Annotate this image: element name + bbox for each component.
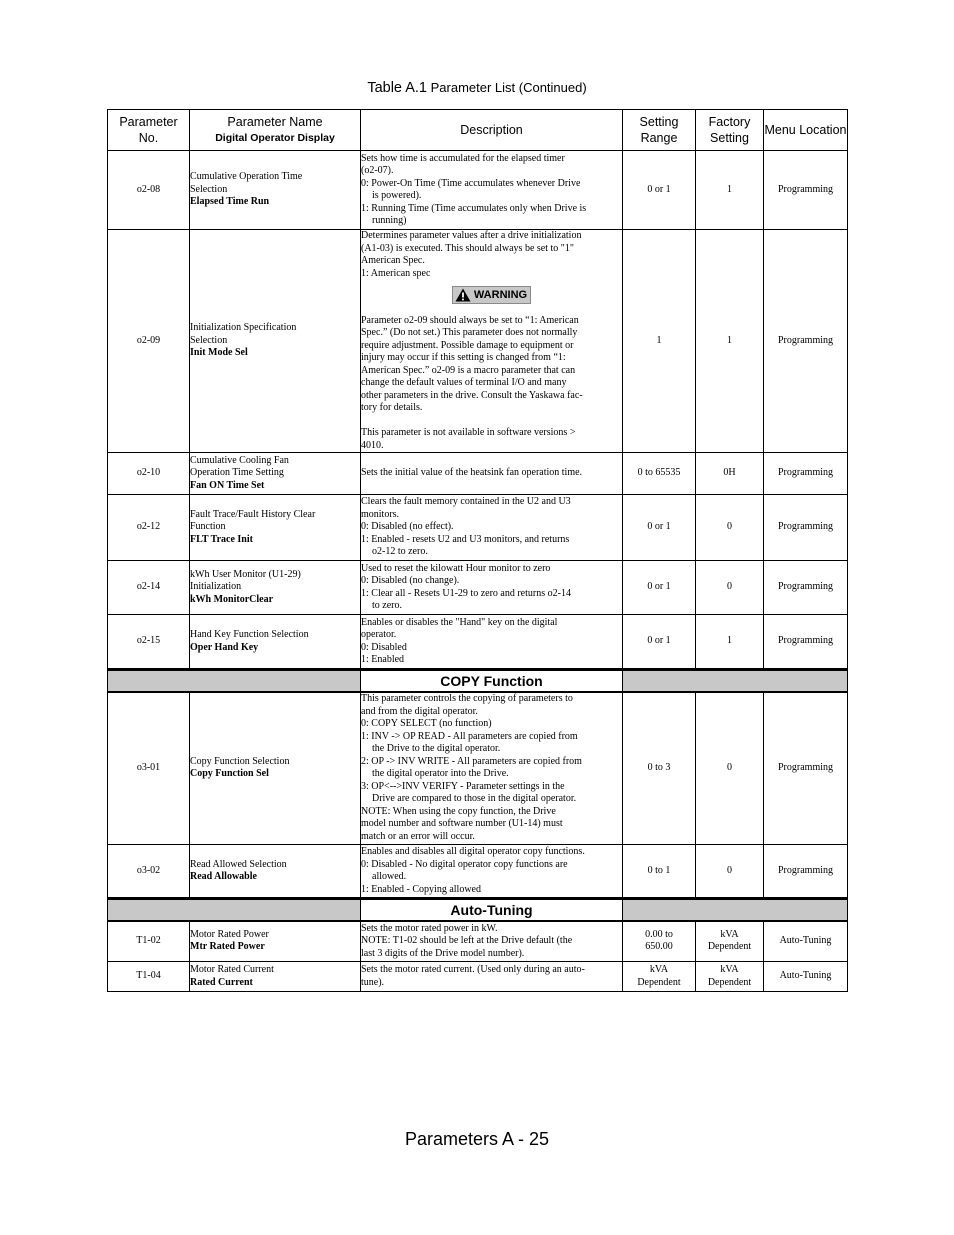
section-row-copy-function	[108, 670, 848, 692]
menu-location: Programming	[764, 495, 848, 561]
param-no: T1-04	[108, 962, 190, 992]
table-row	[108, 151, 848, 230]
header-param-no: Parameter No.	[108, 110, 190, 151]
section-title: COPY Function	[361, 670, 623, 692]
table-row	[108, 453, 848, 495]
param-no: o2-08	[108, 151, 190, 230]
menu-location: Programming	[764, 692, 848, 845]
menu-location: Programming	[764, 151, 848, 230]
factory-setting: kVA Dependent	[696, 921, 764, 962]
factory-setting: 0	[696, 561, 764, 615]
setting-range: 1	[623, 230, 696, 453]
param-name: Read Allowed Selection Read Allowable	[190, 845, 361, 899]
param-no: o2-15	[108, 615, 190, 670]
table-row	[108, 615, 848, 670]
setting-range: 0 to 3	[623, 692, 696, 845]
setting-range: 0 or 1	[623, 151, 696, 230]
warning-badge: WARNING	[452, 286, 531, 304]
param-no: T1-02	[108, 921, 190, 962]
setting-range: 0 to 65535	[623, 453, 696, 495]
param-name: Cumulative Operation Time Selection Elapsed Time Run	[190, 151, 361, 230]
factory-setting: 1	[696, 615, 764, 670]
param-no: o2-14	[108, 561, 190, 615]
param-name: Motor Rated Current Rated Current	[190, 962, 361, 992]
param-no: o2-10	[108, 453, 190, 495]
setting-range: 0 or 1	[623, 561, 696, 615]
menu-location: Programming	[764, 230, 848, 453]
factory-setting: 0	[696, 845, 764, 899]
table-header-row	[108, 110, 848, 151]
table-row	[108, 845, 848, 899]
header-menu-location: Menu Location	[764, 110, 848, 151]
factory-setting: 1	[696, 230, 764, 453]
parameter-table	[107, 109, 848, 992]
param-name: Initialization Specification Selection Init Mode Sel	[190, 230, 361, 453]
param-description: Clears the fault memory contained in the U2 and U3 monitors. 0: Disabled (no effect). 1: Enabled - resets U2 and U3 monitors, and returns o2-12 to zero.	[361, 495, 623, 561]
param-description: Sets the motor rated current. (Used only during an auto- tune).	[361, 962, 623, 992]
section-title: Auto-Tuning	[361, 899, 623, 921]
table-row	[108, 561, 848, 615]
setting-range: 0 to 1	[623, 845, 696, 899]
table-row	[108, 230, 848, 453]
param-no: o2-09	[108, 230, 190, 453]
factory-setting: 0	[696, 495, 764, 561]
param-description: Sets the motor rated power in kW. NOTE: T1-02 should be left at the Drive default (the last 3 digits of the Drive model number).	[361, 921, 623, 962]
param-description: Used to reset the kilowatt Hour monitor to zero 0: Disabled (no change). 1: Clear all - Resets U1-29 to zero and returns o2-14 to zero.	[361, 561, 623, 615]
factory-setting: 0H	[696, 453, 764, 495]
setting-range: 0 or 1	[623, 495, 696, 561]
param-description: Sets the initial value of the heatsink fan operation time.	[361, 453, 623, 495]
param-no: o3-02	[108, 845, 190, 899]
menu-location: Programming	[764, 453, 848, 495]
header-factory-setting: Factory Setting	[696, 110, 764, 151]
table-row	[108, 495, 848, 561]
param-description: Determines parameter values after a drive initialization (A1-03) is executed. This should always be set to "1" American Spec. 1: American spec WARNING Parameter o2-09 should always be set to “1: American Spec.” (Do not set.) This parameter does not normally require adjustment. Possible damage to equipment or injury may occur if this setting is changed from “1: American Spec.” o2-09 is a macro parameter that can change the default values of terminal I/O and many other parameters in the drive. Consult the Yaskawa fac- tory for details. This parameter is not available in software versions > 4010.	[361, 230, 623, 453]
menu-location: Programming	[764, 615, 848, 670]
param-name: Copy Function Selection Copy Function Sel	[190, 692, 361, 845]
setting-range: kVA Dependent	[623, 962, 696, 992]
factory-setting: kVA Dependent	[696, 962, 764, 992]
param-name: Cumulative Cooling Fan Operation Time Setting Fan ON Time Set	[190, 453, 361, 495]
param-no: o3-01	[108, 692, 190, 845]
factory-setting: 1	[696, 151, 764, 230]
param-description: This parameter controls the copying of parameters to and from the digital operator. 0: COPY SELECT (no function) 1: INV -> OP READ - All parameters are copied from the Drive to the digital operator. 2: OP -> INV WRITE - All parameters are copied from the digital operator into the Drive. 3: OP<-->INV VERIFY - Parameter settings in the Drive are compared to those in the digital operator. NOTE: When using the copy function, the Drive model number and software number (U1-14) must match or an error will occur.	[361, 692, 623, 845]
menu-location: Auto-Tuning	[764, 962, 848, 992]
param-name: Hand Key Function Selection Oper Hand Key	[190, 615, 361, 670]
param-description: Enables or disables the "Hand" key on the digital operator. 0: Disabled 1: Enabled	[361, 615, 623, 670]
menu-location: Programming	[764, 561, 848, 615]
param-name: kWh User Monitor (U1-29) Initialization kWh MonitorClear	[190, 561, 361, 615]
table-row	[108, 962, 848, 992]
setting-range: 0 or 1	[623, 615, 696, 670]
header-description: Description	[361, 110, 623, 151]
table-row	[108, 921, 848, 962]
section-row-auto-tuning	[108, 899, 848, 921]
warning-triangle-icon	[455, 288, 471, 302]
param-name: Fault Trace/Fault History Clear Function FLT Trace Init	[190, 495, 361, 561]
header-param-name: Parameter Name Digital Operator Display	[190, 110, 361, 151]
factory-setting: 0	[696, 692, 764, 845]
setting-range: 0.00 to 650.00	[623, 921, 696, 962]
table-row	[108, 692, 848, 845]
menu-location: Auto-Tuning	[764, 921, 848, 962]
menu-location: Programming	[764, 845, 848, 899]
param-description: Sets how time is accumulated for the elapsed timer (o2-07). 0: Power-On Time (Time accumulates whenever Drive is powered). 1: Running Time (Time accumulates only when Drive is running)	[361, 151, 623, 230]
param-description: Enables and disables all digital operator copy functions. 0: Disabled - No digital operator copy functions are allowed. 1: Enabled - Copying allowed	[361, 845, 623, 899]
page-footer: Parameters A - 25	[404, 1129, 550, 1149]
header-setting-range: Setting Range	[623, 110, 696, 151]
param-name: Motor Rated Power Mtr Rated Power	[190, 921, 361, 962]
param-no: o2-12	[108, 495, 190, 561]
table-title: Table A.1 Parameter List (Continued)	[367, 80, 587, 96]
